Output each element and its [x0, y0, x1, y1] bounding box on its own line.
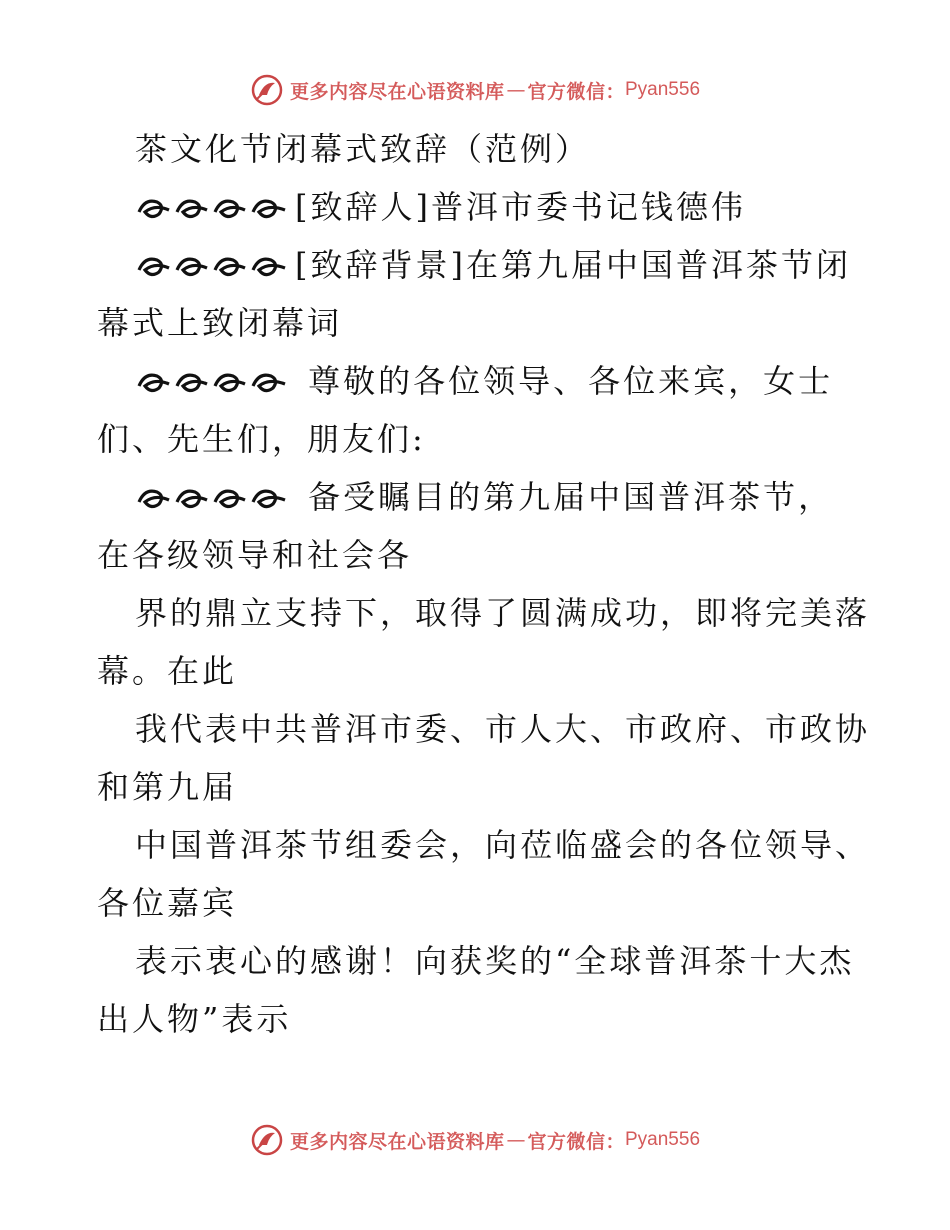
paragraph-line: 幕式上致闭幕词	[97, 304, 343, 342]
paragraph-line: 表示衷心的感谢！向获奖的“全球普洱茶十大杰	[135, 942, 855, 980]
paragraph-line: [致辞人]普洱市委书记钱德伟	[97, 178, 857, 236]
paragraph-line: 尊敬的各位领导、各位来宾，女士	[97, 352, 857, 410]
banner-wechat-id: Pyan556	[625, 1129, 701, 1150]
fleuron-chain-icon	[135, 250, 291, 280]
banner-separator: —	[506, 79, 526, 101]
fleuron-chain-icon	[135, 192, 291, 222]
document-title: 茶文化节闭幕式致辞（范例）	[135, 130, 591, 168]
banner-label: 官方微信：	[527, 1130, 625, 1153]
fleuron-chain-icon	[135, 366, 291, 396]
paragraph-line: 中国普洱茶节组委会，向莅临盛会的各位领导、	[135, 826, 871, 864]
paragraph-line: 备受瞩目的第九届中国普洱茶节，	[97, 468, 857, 526]
paragraph-line: 和第九届	[97, 768, 238, 806]
banner-wechat-id: Pyan556	[625, 79, 701, 100]
document-body	[97, 120, 871, 1048]
paragraph-line: 出人物”表示	[97, 1000, 292, 1038]
logo-icon	[250, 73, 284, 107]
paragraph-line: 们、先生们，朋友们:	[97, 420, 426, 458]
paragraph-line: 界的鼎立支持下，取得了圆满成功，即将完美落	[135, 594, 871, 632]
logo-icon	[250, 1123, 284, 1157]
footer-banner	[0, 1120, 950, 1160]
paragraph-line: 我代表中共普洱市委、市人大、市政府、市政协	[135, 710, 871, 748]
banner-text: 更多内容尽在心语资料库	[289, 80, 505, 103]
banner-label: 官方微信：	[527, 80, 625, 103]
header-banner	[0, 70, 950, 110]
fleuron-chain-icon	[135, 482, 291, 512]
paragraph-line: 各位嘉宾	[97, 884, 238, 922]
paragraph-line: 幕。在此	[97, 652, 238, 690]
banner-separator: —	[506, 1129, 526, 1151]
paragraph-line: 在各级领导和社会各	[97, 536, 413, 574]
paragraph-line: [致辞背景]在第九届中国普洱茶节闭	[97, 236, 857, 294]
banner-text: 更多内容尽在心语资料库	[289, 1130, 505, 1153]
